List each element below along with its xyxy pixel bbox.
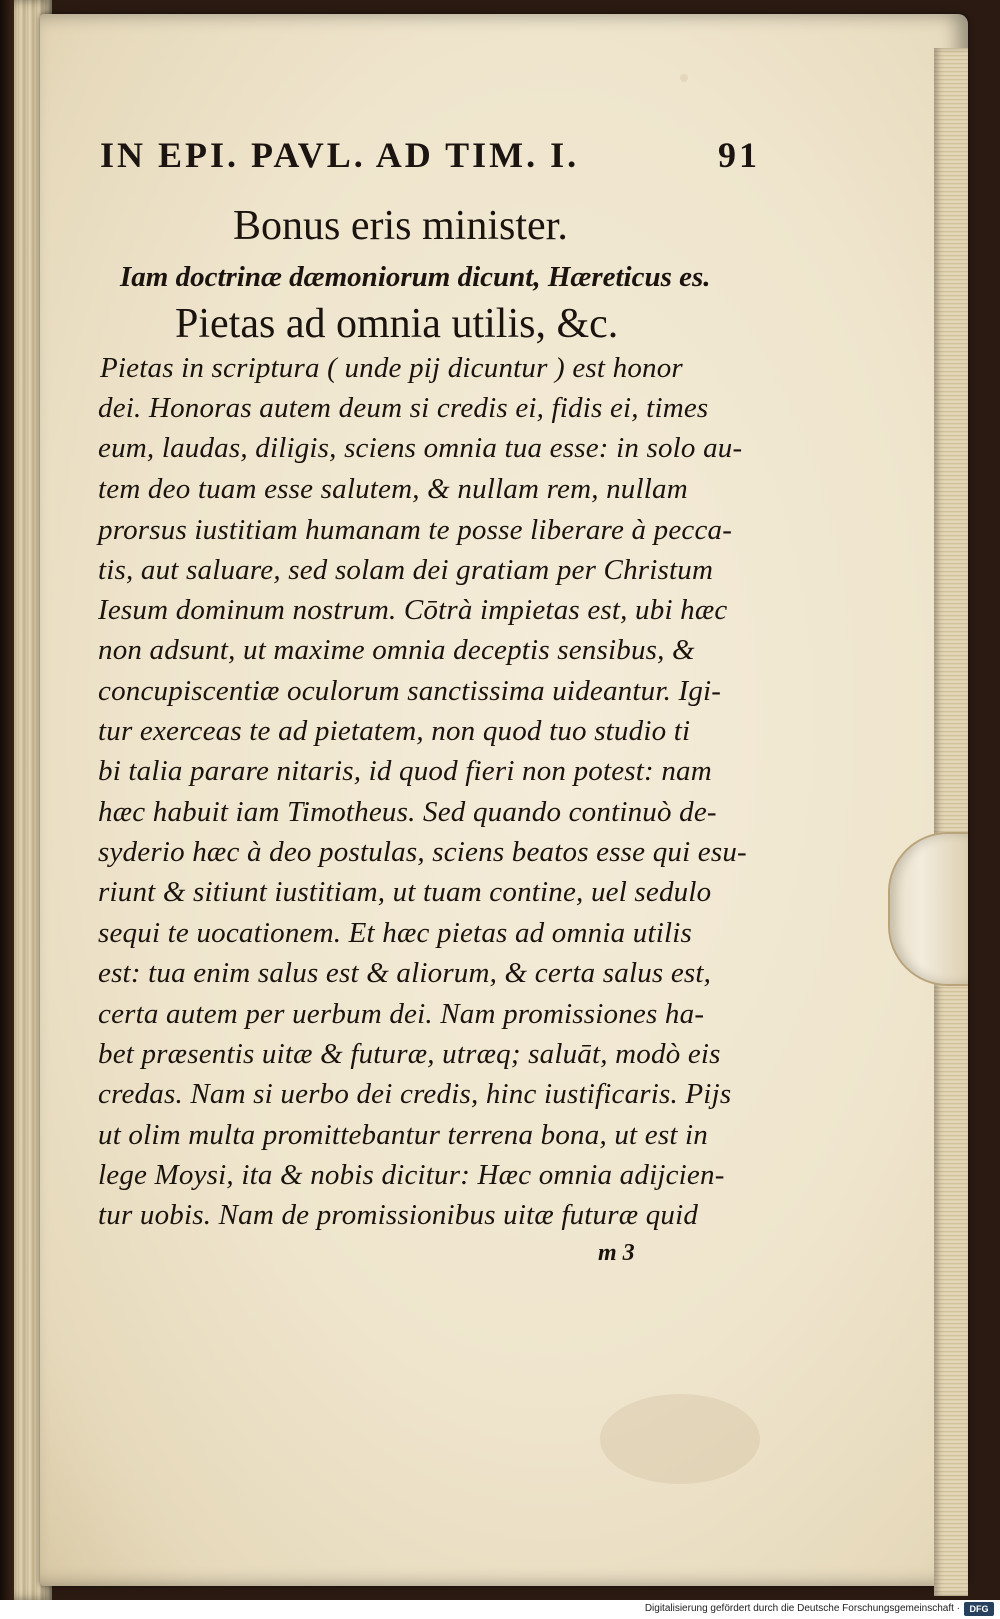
- binding-shadow: [0, 0, 14, 1600]
- body-line: concupiscentiæ oculorum sanctissima uideantur. Igi-: [98, 675, 722, 707]
- body-line: non adsunt, ut maxime omnia deceptis sensibus, &: [98, 634, 695, 666]
- body-line: tis, aut saluare, sed solam dei gratiam per Christum: [98, 554, 714, 586]
- signature-mark: m 3: [598, 1240, 635, 1266]
- body-line: tur uobis. Nam de promissionibus uitæ futuræ quid: [98, 1199, 699, 1231]
- body-line: syderio hæc à deo postulas, sciens beatos esse qui esu-: [98, 836, 747, 868]
- dfg-credit-text: Digitalisierung gefördert durch die Deutsche Forschungsgemeinschaft ·: [644, 1603, 960, 1614]
- heading-pietas: Pietas ad omnia utilis, &c.: [175, 301, 619, 347]
- body-line: riunt & sitiunt iustitiam, ut tuam contine, uel sedulo: [98, 876, 712, 908]
- body-line: est: tua enim salus est & aliorum, & certa salus est,: [98, 957, 712, 989]
- body-line: Iesum dominum nostrum. Cōtrà impietas est, ubi hæc: [98, 594, 728, 626]
- body-line: tur exerceas te ad pietatem, non quod tuo studio ti: [98, 715, 691, 747]
- body-line: Pietas in scriptura ( unde pij dicuntur ) est honor: [100, 352, 683, 384]
- heading-iam-doctrinae: Iam doctrinæ dæmoniorum dicunt, Hæreticus es.: [120, 261, 711, 293]
- body-line: ut olim multa promittebantur terrena bona, ut est in: [98, 1119, 708, 1151]
- heading-bonus-eris: Bonus eris minister.: [233, 203, 568, 249]
- body-line: eum, laudas, diligis, sciens omnia tua esse: in solo au-: [98, 432, 743, 464]
- body-line: lege Moysi, ita & nobis dicitur: Hæc omnia adijcien-: [98, 1159, 725, 1191]
- dfg-logo-icon: DFG: [964, 1602, 994, 1616]
- running-head-title: IN EPI. PAVL. AD TIM. I.: [100, 135, 580, 175]
- body-line: hæc habuit iam Timotheus. Sed quando continuò de-: [98, 796, 717, 828]
- page-text-block: [40, 14, 968, 1586]
- body-line: prorsus iustitiam humanam te posse liberare à pecca-: [98, 514, 733, 546]
- body-line: sequi te uocationem. Et hæc pietas ad omnia utilis: [98, 917, 692, 949]
- page-number: 91: [718, 135, 760, 175]
- body-line: credas. Nam si uerbo dei credis, hinc iustificaris. Pijs: [98, 1078, 732, 1110]
- running-head: [100, 134, 760, 176]
- body-line: bet præsentis uitæ & futuræ, utræq; saluāt, modò eis: [98, 1038, 721, 1070]
- book-page: [40, 14, 968, 1586]
- body-line: dei. Honoras autem deum si credis ei, fidis ei, times: [98, 392, 709, 424]
- body-line: bi talia parare nitaris, id quod fieri non potest: nam: [98, 755, 712, 787]
- body-line: certa autem per uerbum dei. Nam promissiones ha-: [98, 998, 705, 1030]
- body-line: tem deo tuam esse salutem, & nullam rem, nullam: [98, 473, 688, 505]
